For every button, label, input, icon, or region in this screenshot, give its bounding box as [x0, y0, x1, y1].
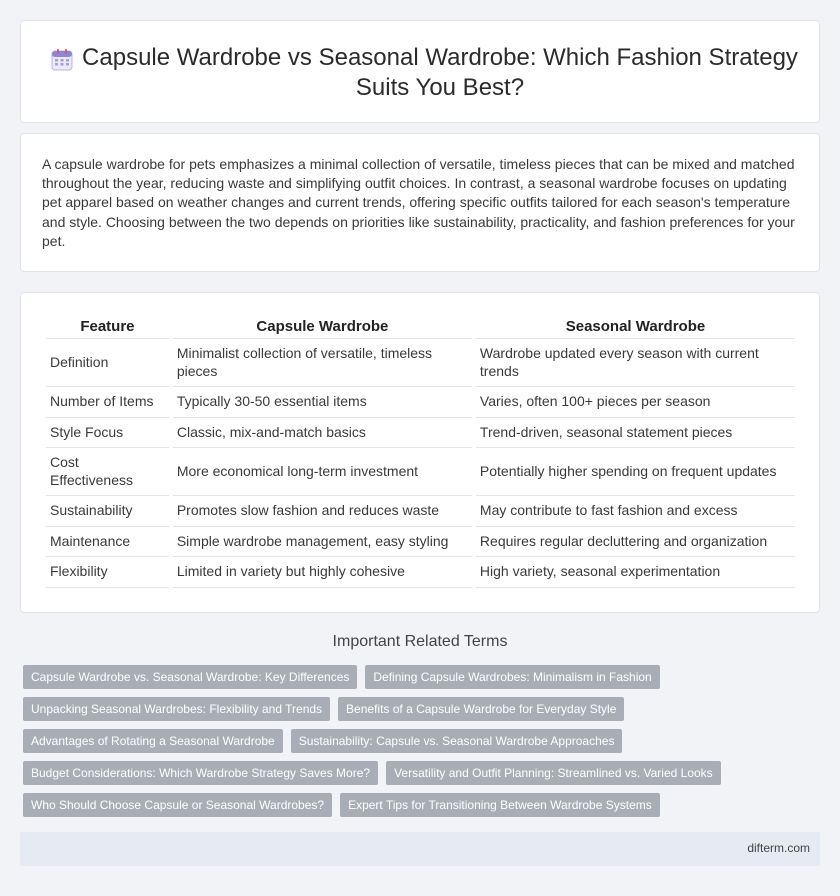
capsule-cell: Minimalist collection of versatile, timeless pieces: [173, 339, 472, 387]
table-row: [46, 418, 795, 449]
capsule-cell: Limited in variety but highly cohesive: [173, 557, 472, 588]
comparison-table: [42, 314, 799, 588]
tag-row: [23, 697, 823, 721]
capsule-cell: Simple wardrobe management, easy styling: [173, 527, 472, 558]
footer: [20, 832, 820, 866]
capsule-cell: More economical long-term investment: [173, 448, 472, 496]
feature-cell: Style Focus: [46, 418, 169, 449]
table-row: [46, 339, 795, 387]
seasonal-cell: Wardrobe updated every season with current trends: [476, 339, 795, 387]
header-feature: Feature: [46, 314, 169, 339]
seasonal-cell: Trend-driven, seasonal statement pieces: [476, 418, 795, 449]
seasonal-cell: High variety, seasonal experimentation: [476, 557, 795, 588]
capsule-cell: Promotes slow fashion and reduces waste: [173, 496, 472, 527]
tag-row: [23, 761, 823, 785]
related-term-link[interactable]: Benefits of a Capsule Wardrobe for Everyday Style: [338, 697, 624, 721]
related-term-link[interactable]: Budget Considerations: Which Wardrobe Strategy Saves More?: [23, 761, 378, 785]
related-term-link[interactable]: Defining Capsule Wardrobes: Minimalism in Fashion: [365, 665, 659, 689]
intro-text: A capsule wardrobe for pets emphasizes a minimal collection of versatile, timeless pieces that can be mixed and matched throughout the year, reducing waste and simplifying outfit choices. In contrast, a seasonal wardrobe focuses on updating pet apparel based on weather changes and current trends, offering specific outfits tailored for each season's temperature and style. Choosing between the two depends on priorities like sustainability, practicality, and fashion preferences for your pet.: [42, 156, 795, 249]
title-card: [20, 20, 820, 123]
related-terms-title: Important Related Terms: [332, 633, 508, 650]
related-term-link[interactable]: Capsule Wardrobe vs. Seasonal Wardrobe: Key Differences: [23, 665, 357, 689]
table-row: [46, 527, 795, 558]
feature-cell: Cost Effectiveness: [46, 448, 169, 496]
related-term-link[interactable]: Versatility and Outfit Planning: Streamlined vs. Varied Looks: [386, 761, 721, 785]
table-row: [46, 557, 795, 588]
tag-row: [23, 729, 823, 753]
table-row: [46, 496, 795, 527]
intro-card: [20, 133, 820, 272]
tag-row: [23, 793, 823, 817]
table-header-row: [46, 314, 795, 339]
footer-site-link[interactable]: difterm.com: [747, 841, 810, 855]
capsule-cell: Typically 30-50 essential items: [173, 387, 472, 418]
feature-cell: Flexibility: [46, 557, 169, 588]
feature-cell: Definition: [46, 339, 169, 387]
feature-cell: Sustainability: [46, 496, 169, 527]
comparison-card: [20, 292, 820, 613]
seasonal-cell: Requires regular decluttering and organization: [476, 527, 795, 558]
table-row: [46, 448, 795, 496]
tag-row: [23, 665, 823, 689]
capsule-cell: Classic, mix-and-match basics: [173, 418, 472, 449]
related-term-link[interactable]: Unpacking Seasonal Wardrobes: Flexibility and Trends: [23, 697, 330, 721]
table-row: [46, 387, 795, 418]
feature-cell: Maintenance: [46, 527, 169, 558]
header-capsule: Capsule Wardrobe: [173, 314, 472, 339]
seasonal-cell: Potentially higher spending on frequent updates: [476, 448, 795, 496]
feature-cell: Number of Items: [46, 387, 169, 418]
header-seasonal: Seasonal Wardrobe: [476, 314, 795, 339]
related-term-link[interactable]: Expert Tips for Transitioning Between Wardrobe Systems: [340, 793, 660, 817]
related-term-link[interactable]: Advantages of Rotating a Seasonal Wardrobe: [23, 729, 283, 753]
related-term-link[interactable]: Who Should Choose Capsule or Seasonal Wardrobes?: [23, 793, 332, 817]
seasonal-cell: Varies, often 100+ pieces per season: [476, 387, 795, 418]
related-terms-list: [23, 665, 823, 825]
seasonal-cell: May contribute to fast fashion and excess: [476, 496, 795, 527]
page-title: Capsule Wardrobe vs Seasonal Wardrobe: Which Fashion Strategy Suits You Best?: [82, 44, 798, 101]
related-term-link[interactable]: Sustainability: Capsule vs. Seasonal Wardrobe Approaches: [291, 729, 623, 753]
